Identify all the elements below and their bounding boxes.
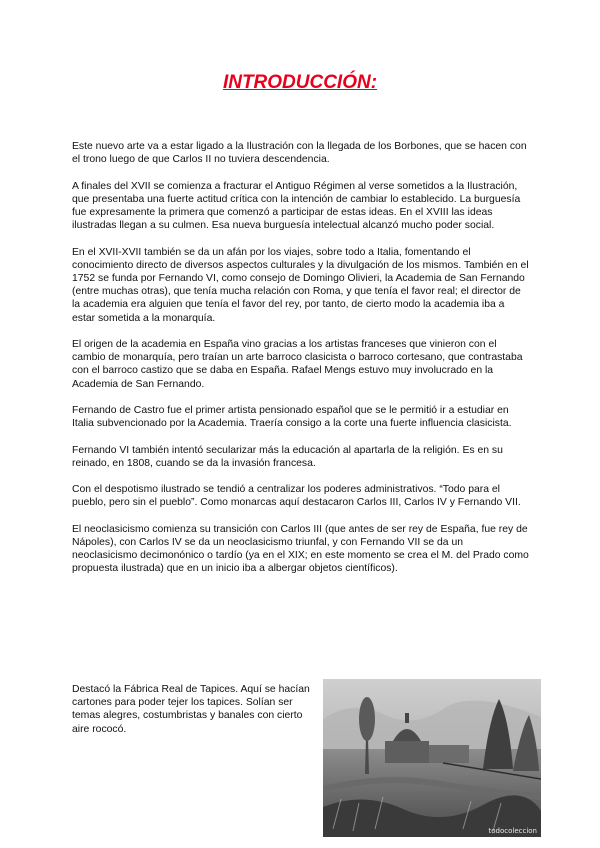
paragraph: En el XVII-XVII también se da un afán por los viajes, sobre todo a Italia, fomentando el conocimiento directo de diversos aspectos culturales y la divulgación de los mismos. También en el 1752 se funda por Fernando VI, como consejo de Domingo Olivieri, la Academia de San Fernando (entre muchas otras), que tenía mucha relación con Roma, y que tenía el favor real; el director de la academia era alguien que tenía el favor del rey, por tanto, de cierto modo la academia iba a estar sometida a la monarquía. — [72, 246, 529, 324]
paragraph: El neoclasicismo comienza su transición con Carlos III (que antes de ser rey de España, fue rey de Nápoles), con Carlos IV se da un neoclasicismo triunfal, y con Fernando VII se da un neoclasicismo decimonónico o tardío (ya en el XIX; en este momento se crea el M. del Prado como propuesta ilustrada) que en un inicio iba a albergar objetos científicos). — [72, 523, 529, 575]
paragraph: Con el despotismo ilustrado se tendió a centralizar los poderes administrativos. “Todo para el pueblo, pero sin el pueblo”. Como monarcas aquí destacaron Carlos III, Carlos IV y Fernando VII. — [72, 484, 521, 509]
page-title: INTRODUCCIÓN: — [222, 72, 378, 93]
image-watermark: todocoleccion — [488, 827, 537, 835]
body-text — [72, 140, 530, 589]
paragraph: El origen de la academia en España vino gracias a los artistas franceses que vinieron con el cambio de monarquía, pero traían un arte barroco clasicista o barroco cortesano, que contrastaba con el barroco castizo que se daba en España. Rafael Mengs estuvo muy involucrado en la Academia de San Fernando. — [72, 339, 523, 390]
landscape-illustration — [323, 679, 541, 837]
tapestry-paragraph: Destacó la Fábrica Real de Tapices. Aquí se hacían cartones para poder tejer los tapices. Solían ser temas alegres, costumbristas y banales con cierto aire rococó. — [72, 684, 310, 735]
tapestry-cartoon-image — [323, 679, 541, 837]
paragraph: Fernando VI también intentó secularizar más la educación al apartarla de la religión. Es en su reinado, en 1808, cuando se da la invasión francesa. — [72, 444, 503, 469]
paragraph: Fernando de Castro fue el primer artista pensionado español que se le permitió ir a estudiar en Italia subvencionado por la Academia. Traería consigo a la corte una fuerte influencia clasicista. — [72, 405, 512, 430]
paragraph: A finales del XVII se comienza a fracturar el Antiguo Régimen al verse sometidos a la Ilustración, que presentaba una fuerte actitud crítica con la intención de cambiar lo establecido. La burguesía fue expresamente la primera que comenzó a participar de estas ideas. En el XVIII las ideas ilustradas llegan a su culmen. Esa nueva burguesía intelectual alcanzó mucho poder social. — [72, 180, 521, 232]
paragraph: Este nuevo arte va a estar ligado a la Ilustración con la llegada de los Borbones, que se hacen con el trono luego de que Carlos II no tuviera descendencia. — [72, 141, 527, 166]
